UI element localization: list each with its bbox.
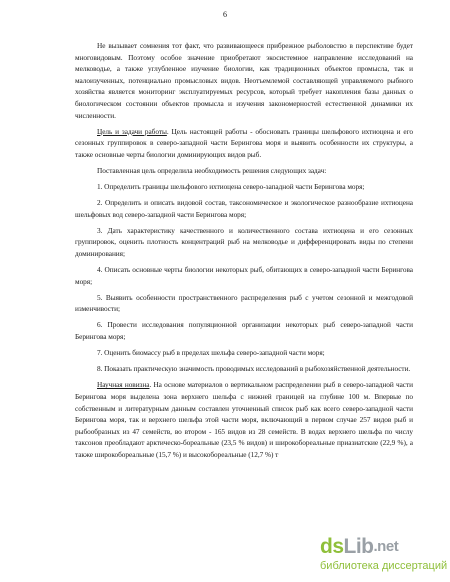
task-2: 2. Определить и описать видовой состав, таксономическое и экологическое разнообразие ихтиоцена шельфовых вод северо-западной части Берингова моря;	[75, 198, 413, 219]
document-body	[75, 40, 413, 465]
logo-net-text: .net	[373, 538, 399, 555]
logo-lib-text: Lib	[343, 535, 374, 558]
task-7: 7. Оценить биомассу рыб в пределах шельфа северо-западной части моря;	[97, 348, 325, 358]
novelty-paragraph	[75, 379, 413, 460]
logo-ds-text: ds	[320, 535, 344, 558]
task-1: 1. Определить границы шельфового ихтиоцена северо-западной части Берингова моря;	[97, 182, 365, 192]
task-4: 4. Описать основные черты биологии некоторых рыб, обитающих в северо-западной части Берингова моря;	[75, 265, 413, 286]
intro-paragraph: Не вызывает сомнения тот факт, что развивающееся прибрежное рыболовство в перспективе будет многовидовым. Поэтому особое значение приобретают экосистемное направление исследований на мелководье, а также углубленное изучение биологии, как традиционных объектов промысла, так и малоизученных, потенциально промысловых видов. Неотъемлемой составляющей управляемого рыбного хозяйства является мониторинг эксплуатируемых ресурсов, который требует накопления базы данных о биологическом состоянии объектов промысла и изучения закономерностей естественной динамики их численности.	[75, 41, 413, 120]
task-3: 3. Дать характеристику качественного и количественного состава ихтиоцена и его сезонных группировок, оценить плотность концентраций рыб на мелководье и дифференцировать виды по степени доминирования;	[75, 225, 413, 258]
task-5: 5. Выявить особенности пространственного распределения рыб с учетом сезонной и межгодовой изменчивости;	[75, 292, 413, 314]
novelty-text: . На основе материалов о вертикальном распределении рыб в северо-западной части Берингова моря выделена зона верхнего шельфа с нижней границей на глубине 100 м. Впервые по собственным и литературным данным составлен уточненный список рыб как всего северо-западной части Берингова моря, так и верхнего шельфа этой части моря, включающий в первом случае 257 видов рыб и рыбообразных из 47 семейств, во втором - 165 видов из 28 семейств. В водах верхнего шельфа по числу таксонов преобладают арктическо-бореальные (23,5 % видов) и широкобореальные приазиатские (22,9 %), а также широкобореальные (15,7 %) и высокобореальные (12,7 %) т	[75, 380, 413, 459]
task-6: 6. Провести исследования популяционной организации некоторых рыб северо-западной части Берингова моря;	[75, 320, 413, 342]
novelty-heading: Научная новизна	[97, 380, 150, 390]
page-number: 6	[223, 10, 227, 19]
goals-heading: Цель и задачи работы	[97, 126, 167, 136]
dslib-logo	[320, 536, 398, 558]
watermark-caption: библиотека диссертаций	[320, 560, 448, 572]
goals-paragraph	[75, 126, 413, 161]
task-8: 8. Показать практическую значимость проводимых исследований в рыбохозяйственной деятельности.	[97, 364, 411, 374]
tasks-intro: Поставленная цель определила необходимость решения следующих задач:	[97, 165, 327, 175]
goals-text: . Цель настоящей работы - обосновать границы шельфового ихтиоцена и его сезонных группировок в северо-западной части Берингова моря и выявить особенности их структуры, а также основные черты биологии доминирующих видов рыб.	[75, 126, 413, 159]
dslib-watermark[interactable]	[320, 536, 450, 582]
